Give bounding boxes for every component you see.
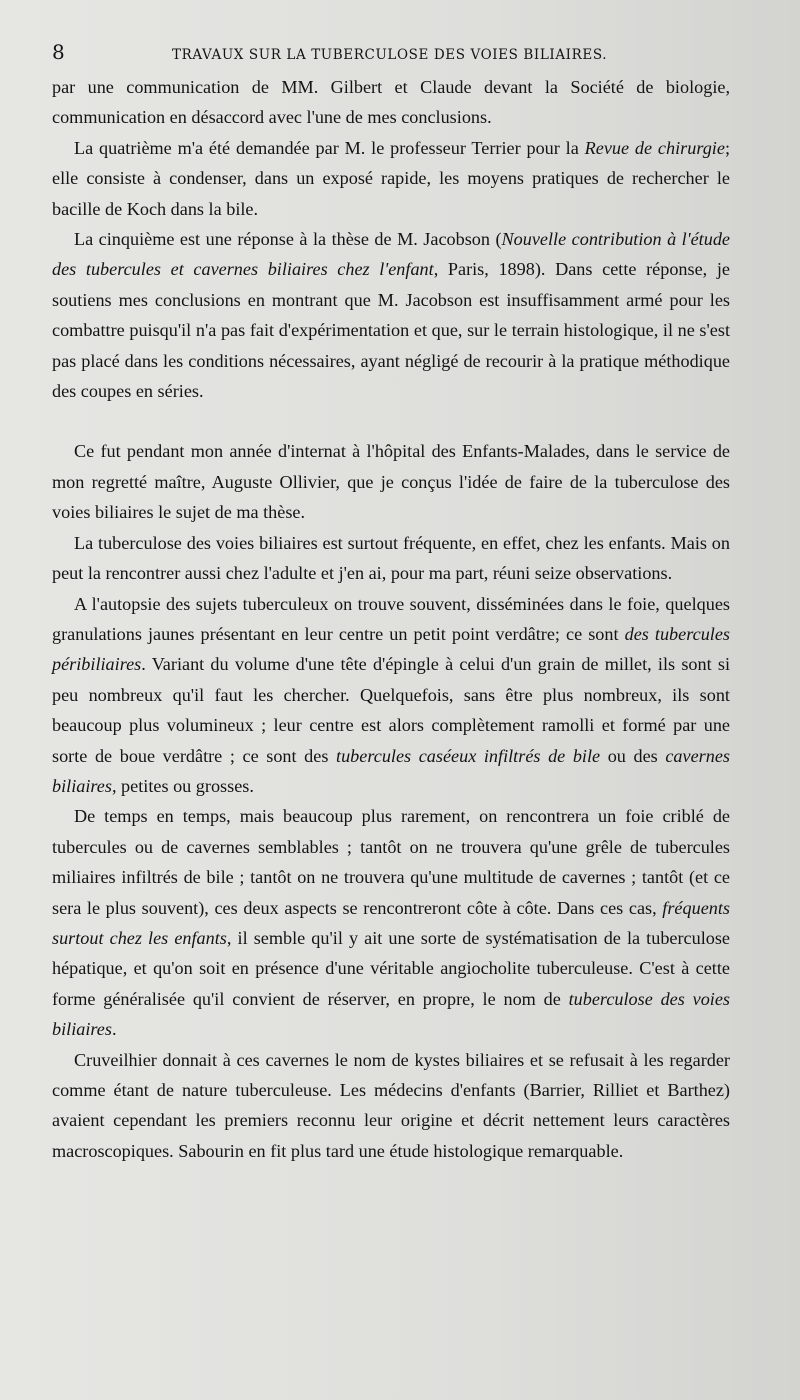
italic-text: cavernes biliaires (52, 745, 730, 796)
text-run: De temps en temps, mais beaucoup plus rarement, on rencontrera un foie criblé de tubercules ou de cavernes semblables ; tantôt on ne trouvera qu'une grêle de tubercules miliaires infiltrés de bile ; tantôt on ne trouvera qu'une multitude de cavernes ; tantôt (et ce sera le plus souvent), ces deux aspects se rencontreront côte à côte. Dans ces cas, (52, 806, 730, 918)
running-head: TRAVAUX SUR LA TUBERCULOSE DES VOIES BILIAIRES. (172, 47, 608, 63)
text-run: ; elle consiste à condenser, dans un exposé rapide, les moyens pratiques de rechercher le bacille de Koch dans la bile. (52, 137, 730, 219)
text-run: La tuberculose des voies biliaires est surtout fréquente, en effet, chez les enfants. Mais on peut la rencontrer aussi chez l'adulte et j'en ai, pour ma part, réuni seize observations. (52, 532, 730, 584)
text-run: Cruveilhier donnait à ces cavernes le nom de kystes biliaires et se refusait à les regarder comme étant de nature tuberculeuse. Les médecins d'enfants (Barrier, Rilliet et Barthez) avaient cependant les premiers reconnu leur origine et décrit nettement leurs caractères macroscopiques. Sabourin en fit plus tard une étude histologique remarquable. (52, 1049, 730, 1161)
page-header (52, 40, 730, 68)
text-run: , Paris, 1898). Dans cette réponse, je soutiens mes conclusions en montrant que M. Jacobson est insuffisamment armé pour les combattre puisqu'il n'a pas fait d'expérimentation et que, sur le terrain histologique, il ne s'est pas placé dans les conditions nécessaires, ayant négligé de recourir à la pratique méthodique des coupes en séries. (52, 259, 730, 402)
paragraph (52, 72, 730, 133)
paragraph (52, 133, 730, 224)
section-break (52, 406, 730, 436)
page-number: 8 (52, 40, 65, 64)
paragraph (52, 224, 730, 406)
paragraph (52, 1045, 730, 1167)
text-run: . (111, 1019, 117, 1040)
text-run: ou des (600, 745, 666, 766)
text-run: A l'autopsie des sujets tuberculeux on trouve souvent, disséminées dans le foie, quelques granulations jaunes présentant en leur centre un petit point verdâtre; ce sont (52, 593, 730, 644)
text-run: . Variant du volume d'une tête d'épingle à celui d'un grain de millet, ils sont si peu nombreux qu'il faut les chercher. Quelquefois, sans être plus nombreux, ils sont beaucoup plus volumineux ; leur centre est alors complètement ramolli et formé par une sorte de boue verdâtre ; ce sont des (52, 654, 730, 766)
paragraph (52, 528, 730, 589)
italic-text: fréquents surtout chez les enfants (52, 897, 730, 948)
text-run: par une communication de MM. Gilbert et Claude devant la Société de biologie, communication en désaccord avec l'une de mes conclusions. (52, 77, 730, 128)
italic-text: tubercules caséeux infiltrés de bile (336, 745, 601, 766)
text-run: Ce fut pendant mon année d'internat à l'hôpital des Enfants-Malades, dans le service de mon regretté maître, Auguste Ollivier, que je conçus l'idée de faire de la tuberculose des voies biliaires le sujet de ma thèse. (52, 441, 730, 523)
text-run: La quatrième m'a été demandée par M. le professeur Terrier pour la (74, 137, 585, 158)
italic-text: tuberculose des voies biliaires (52, 988, 731, 1040)
paragraph (52, 436, 730, 527)
text-run: La cinquième est une réponse à la thèse de M. Jacobson ( (74, 229, 502, 250)
body-text (52, 72, 730, 1166)
paragraph (52, 801, 730, 1044)
italic-text: Nouvelle contribution à l'étude des tubercules et cavernes biliaires chez l'enfant (52, 229, 730, 280)
italic-text: des tubercules péribiliaires (52, 623, 730, 675)
text-run: , il semble qu'il y ait une sorte de systématisation de la tuberculose hépatique, et qu'on soit en présence d'une véritable angiocholite tuberculeuse. C'est à cette forme généralisée qu'il convient de réserver, en propre, le nom de (52, 927, 730, 1009)
italic-text: Revue de chirurgie (584, 137, 725, 158)
paragraph (52, 589, 730, 802)
text-run: , petites ou grosses. (111, 775, 254, 796)
